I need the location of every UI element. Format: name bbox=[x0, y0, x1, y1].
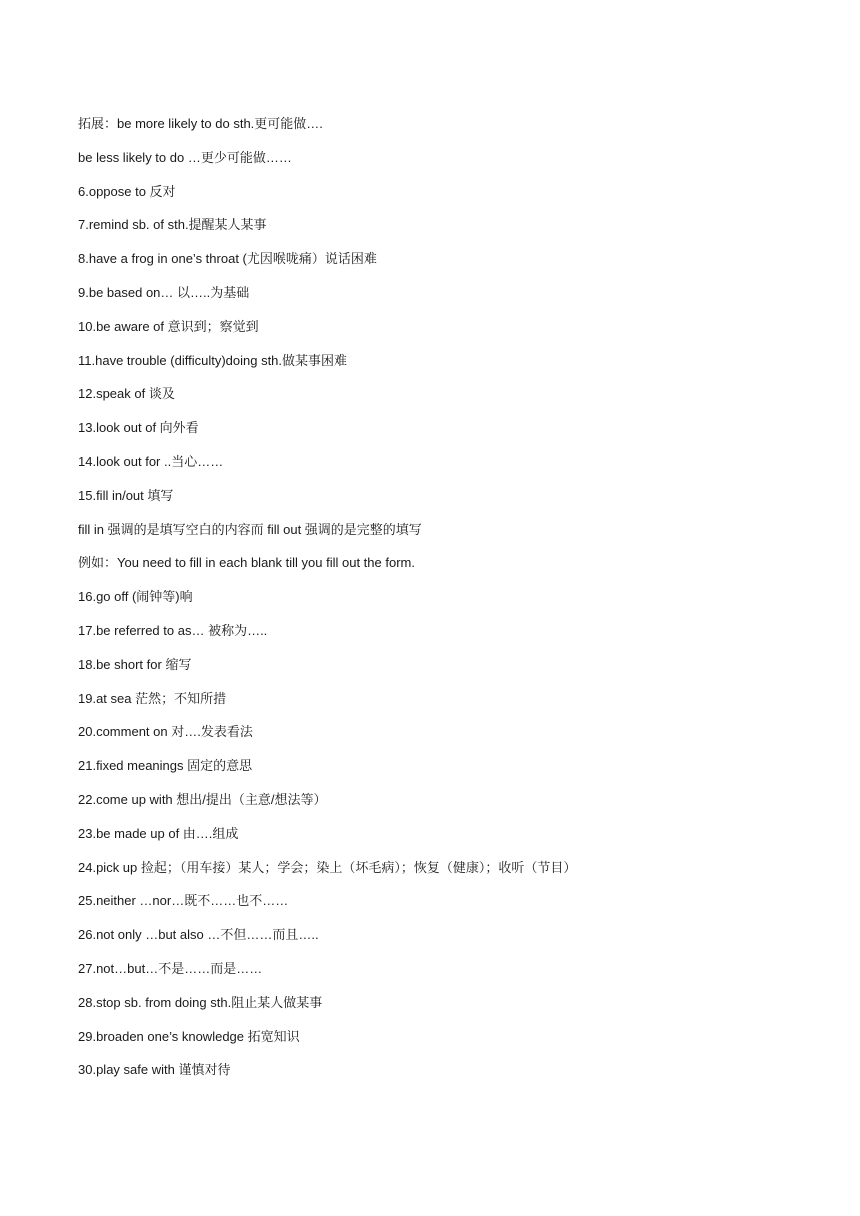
text-line: 11.have trouble (difficulty)doing sth.做某事困难 bbox=[78, 352, 348, 368]
text-line: 22.come up with 想出/提出（主意/想法等） bbox=[78, 791, 327, 807]
text-line: 10.be aware of 意识到；察觉到 bbox=[78, 318, 259, 334]
text-line: 17.be referred to as… 被称为….. bbox=[78, 622, 268, 638]
text-line: 29.broaden one’s knowledge 拓宽知识 bbox=[78, 1028, 300, 1044]
text-line: 8.have a frog in one’s throat (尤因喉咙痛）说话困难 bbox=[78, 251, 377, 267]
text-line: 拓展：be more likely to do sth.更可能做…. bbox=[78, 116, 323, 131]
text-line: 14.look out for ..当心…… bbox=[78, 453, 224, 469]
text-line: 18.be short for 缩写 bbox=[78, 656, 192, 672]
text-line: be less likely to do …更少可能做…… bbox=[78, 149, 292, 165]
text-line: 12.speak of 谈及 bbox=[78, 386, 175, 402]
text-line: 16.go off (闹钟等)响 bbox=[78, 589, 193, 605]
text-line: 6.oppose to 反对 bbox=[78, 183, 176, 199]
text-line: 28.stop sb. from doing sth.阻止某人做某事 bbox=[78, 994, 323, 1010]
text-line: 7.remind sb. of sth.提醒某人某事 bbox=[78, 217, 267, 233]
text-line: 26.not only …but also …不但……而且….. bbox=[78, 927, 319, 943]
text-line: 24.pick up 捡起；（用车接）某人；学会；染上（坏毛病）；恢复（健康）；收听（节目） bbox=[78, 859, 577, 875]
text-line: 15.fill in/out 填写 bbox=[78, 487, 174, 503]
text-line: 21.fixed meanings 固定的意思 bbox=[78, 758, 253, 774]
text-line: 19.at sea 茫然；不知所措 bbox=[78, 690, 227, 706]
text-line: fill in 强调的是填写空白的内容而 fill out 强调的是完整的填写 bbox=[78, 521, 422, 537]
text-line: 例如：You need to fill in each blank till you fill out the form. bbox=[78, 555, 415, 571]
text-line: 27.not…but…不是……而是…… bbox=[78, 960, 263, 976]
text-line: 23.be made up of 由….组成 bbox=[78, 825, 239, 841]
text-line: 9.be based on… 以…..为基础 bbox=[78, 284, 250, 300]
text-line: 13.look out of 向外看 bbox=[78, 420, 199, 436]
vocabulary-list bbox=[78, 113, 838, 1093]
text-line: 30.play safe with 谨慎对待 bbox=[78, 1062, 231, 1078]
text-line: 20.comment on 对….发表看法 bbox=[78, 724, 253, 740]
text-line: 25.neither …nor…既不……也不…… bbox=[78, 893, 289, 909]
